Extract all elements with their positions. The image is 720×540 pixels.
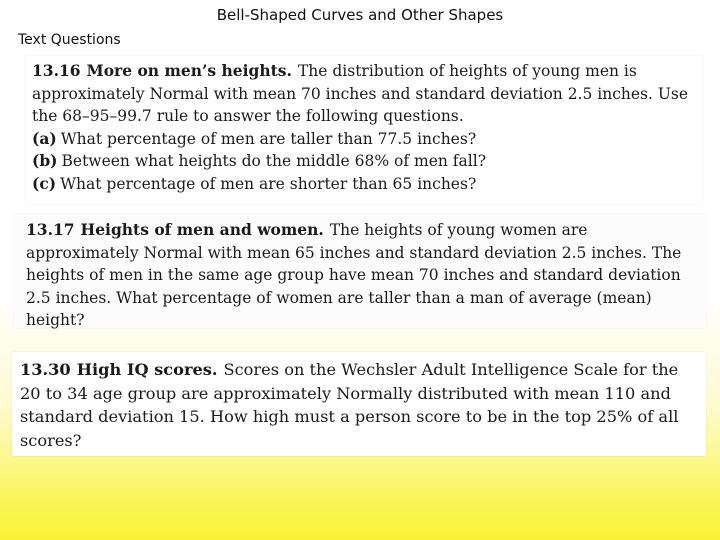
slide-title: Bell-Shaped Curves and Other Shapes <box>216 6 504 24</box>
question-text <box>26 219 694 332</box>
question-card-13-16 <box>26 56 702 204</box>
part-label: (a) <box>32 128 57 148</box>
section-label: Text Questions <box>18 32 121 48</box>
part-label: (b) <box>32 151 58 170</box>
question-card-13-30 <box>12 352 706 456</box>
question-body: The heights of young women are approximately Normal with mean 65 inches and standard deviation 2.5 inches. The heights of men in the same age group have mean 70 inches and standard deviation 2.5 inches. What percentage of women are taller than a man of average (mean) height? <box>26 221 682 329</box>
question-part-a <box>32 128 696 151</box>
question-heading: High IQ scores. <box>76 360 218 379</box>
question-body: Scores on the Wechsler Adult Intelligence Scale for the 20 to 34 age group are approximately Normally distributed with mean 110 and standard deviation 15. How high must a person score to be in the top 25% of all scores? <box>20 360 679 450</box>
question-number: 13.30 <box>20 360 71 379</box>
question-part-c <box>32 173 696 196</box>
question-text <box>32 60 696 128</box>
question-text <box>20 358 698 452</box>
question-number: 13.16 <box>32 61 81 80</box>
question-number: 13.17 <box>26 220 75 239</box>
question-card-13-17 <box>14 214 706 328</box>
part-text: What percentage of men are shorter than 65 inches? <box>60 174 477 193</box>
part-text: What percentage of men are taller than 77.5 inches? <box>60 129 477 148</box>
question-heading: Heights of men and women. <box>80 220 324 239</box>
question-body: The distribution of heights of young men is approximately Normal with mean 70 inches and standard deviation 2.5 inches. Use the 68–95–99.7 rule to answer the following questions. <box>32 62 689 125</box>
question-heading: More on men’s heights. <box>86 61 292 80</box>
question-part-b <box>32 150 696 173</box>
part-label: (c) <box>32 173 57 193</box>
part-text: Between what heights do the middle 68% of men fall? <box>61 152 487 170</box>
